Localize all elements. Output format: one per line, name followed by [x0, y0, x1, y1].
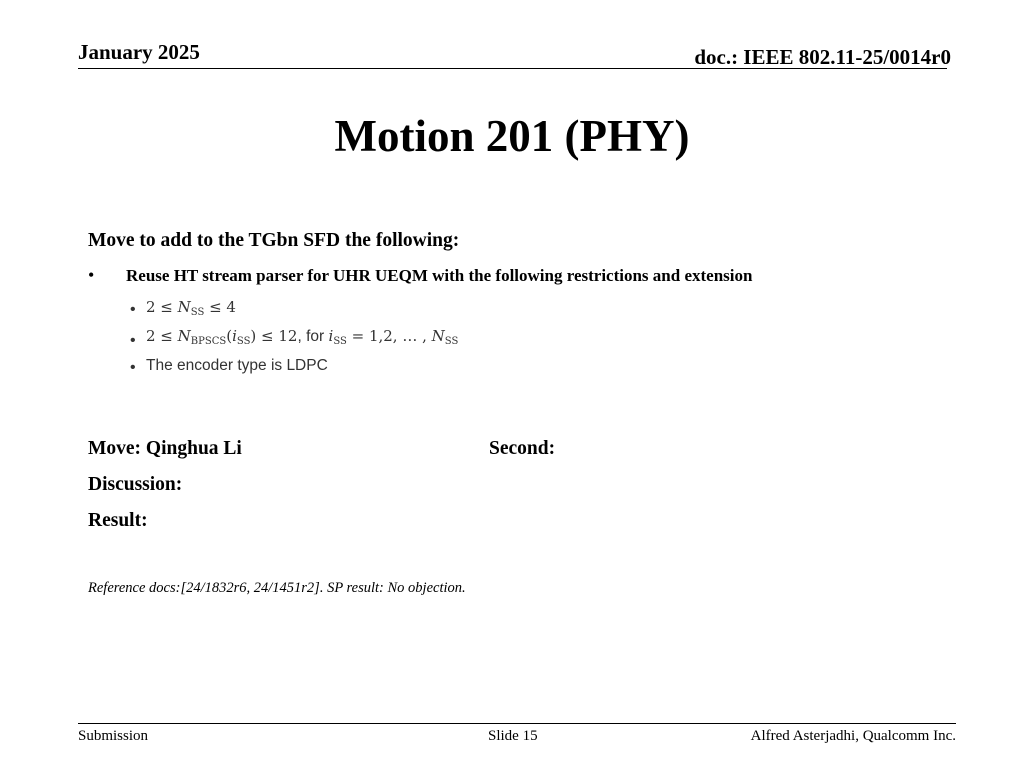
- slide-title: Motion 201 (PHY): [334, 111, 690, 161]
- footer-submission: Submission: [78, 728, 149, 744]
- bullet-marker: •: [88, 265, 95, 285]
- bullet-text: Reuse HT stream parser for UHR UEQM with the following restrictions and extension: [126, 266, 753, 285]
- footer-slide-number: Slide 15: [488, 728, 538, 744]
- footer-rule: [78, 723, 956, 724]
- mover-line: Move: Qinghua Li: [88, 438, 242, 459]
- sub-bullet-marker: •: [130, 332, 136, 349]
- sub-bullet-marker: •: [130, 301, 136, 318]
- sub-item-nss-range: $2 \le N_{SS} \le 4$: [146, 298, 236, 318]
- motion-heading: Move to add to the TGbn SFD the following:: [88, 230, 460, 251]
- footer-author: Alfred Asterjadhi, Qualcomm Inc.: [750, 728, 956, 744]
- reference-note: Reference docs:[24/1832r6, 24/1451r2]. SP result: No objection.: [88, 580, 466, 596]
- sub-item-encoder: The encoder type is LDPC: [146, 357, 328, 374]
- sub-item-nbpscs-range: $2 \le N_{BPSCS}(i_{SS}) \le 12$, for $i_{SS} = 1,2$, … , $N_{SS}$: [146, 327, 459, 347]
- discussion-line: Discussion:: [88, 474, 183, 495]
- header-rule: [78, 68, 947, 69]
- result-line: Result:: [88, 510, 148, 531]
- header-doc-id: doc.: IEEE 802.11-25/0014r0: [694, 45, 951, 69]
- second-line: Second:: [489, 438, 556, 459]
- header-date: January 2025: [78, 40, 200, 64]
- sub-bullet-marker: •: [130, 359, 136, 376]
